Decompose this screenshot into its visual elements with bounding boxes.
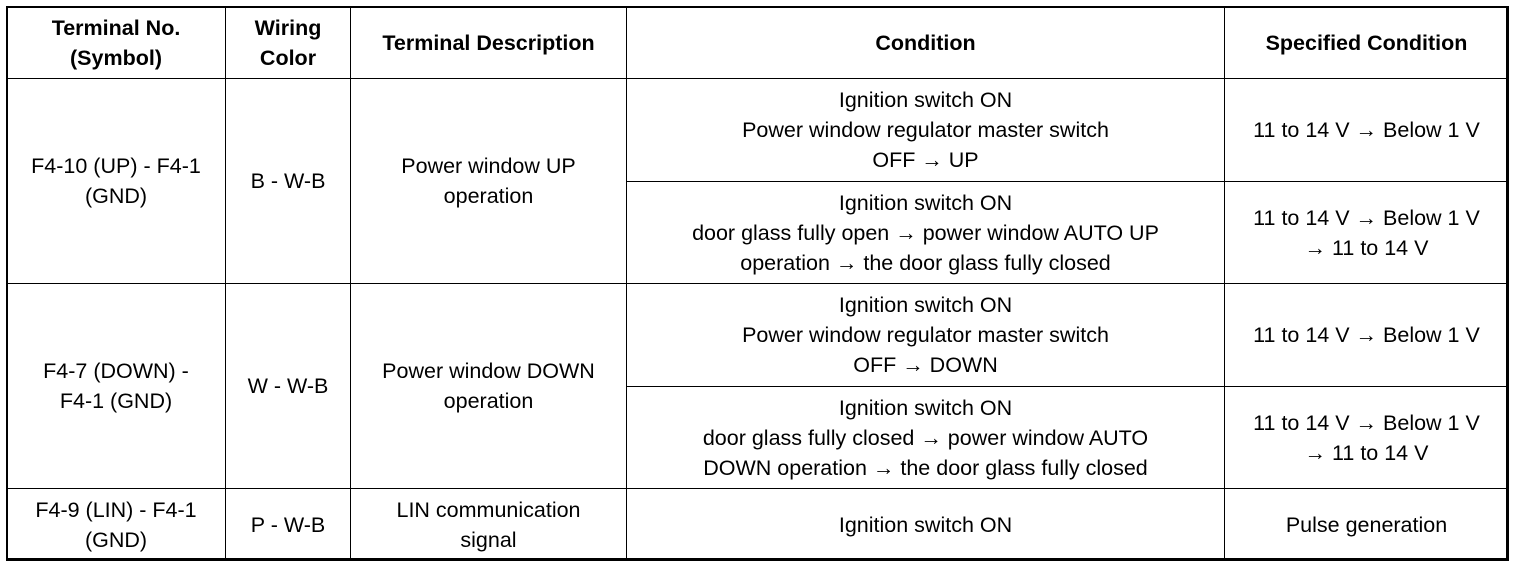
condition-cell: Ignition switch ON Power window regulator master switch OFF → DOWN (627, 284, 1225, 387)
terminal-cell: F4-9 (LIN) - F4-1 (GND) (7, 489, 226, 561)
table-outer-border (6, 6, 1508, 560)
specified-condition-cell: 11 to 14 V → Below 1 V (1225, 284, 1509, 387)
specified-condition-cell: Pulse generation (1225, 489, 1509, 561)
header-terminal-description: Terminal Description (351, 7, 627, 79)
header-condition: Condition (627, 7, 1225, 79)
terminal-cell: F4-7 (DOWN) - F4-1 (GND) (7, 284, 226, 489)
wiring-color-cell: W - W-B (226, 284, 351, 489)
terminal-cell: F4-10 (UP) - F4-1 (GND) (7, 79, 226, 284)
terminal-description-cell: LIN communication signal (351, 489, 627, 561)
condition-cell: Ignition switch ON (627, 489, 1225, 561)
wiring-color-cell: B - W-B (226, 79, 351, 284)
specified-condition-cell: 11 to 14 V → Below 1 V → 11 to 14 V (1225, 182, 1509, 284)
terminal-description-cell: Power window UP operation (351, 79, 627, 284)
terminal-description-cell: Power window DOWN operation (351, 284, 627, 489)
header-terminal: Terminal No. (Symbol) (7, 7, 226, 79)
condition-cell: Ignition switch ON door glass fully open → power window AUTO UP operation → the door glass fully closed (627, 182, 1225, 284)
condition-cell: Ignition switch ON door glass fully closed → power window AUTO DOWN operation → the door glass fully closed (627, 387, 1225, 489)
condition-cell: Ignition switch ON Power window regulator master switch OFF → UP (627, 79, 1225, 182)
specified-condition-cell: 11 to 14 V → Below 1 V (1225, 79, 1509, 182)
specified-condition-cell: 11 to 14 V → Below 1 V → 11 to 14 V (1225, 387, 1509, 489)
wiring-color-cell: P - W-B (226, 489, 351, 561)
header-wiring-color: Wiring Color (226, 7, 351, 79)
header-specified-condition: Specified Condition (1225, 7, 1509, 79)
